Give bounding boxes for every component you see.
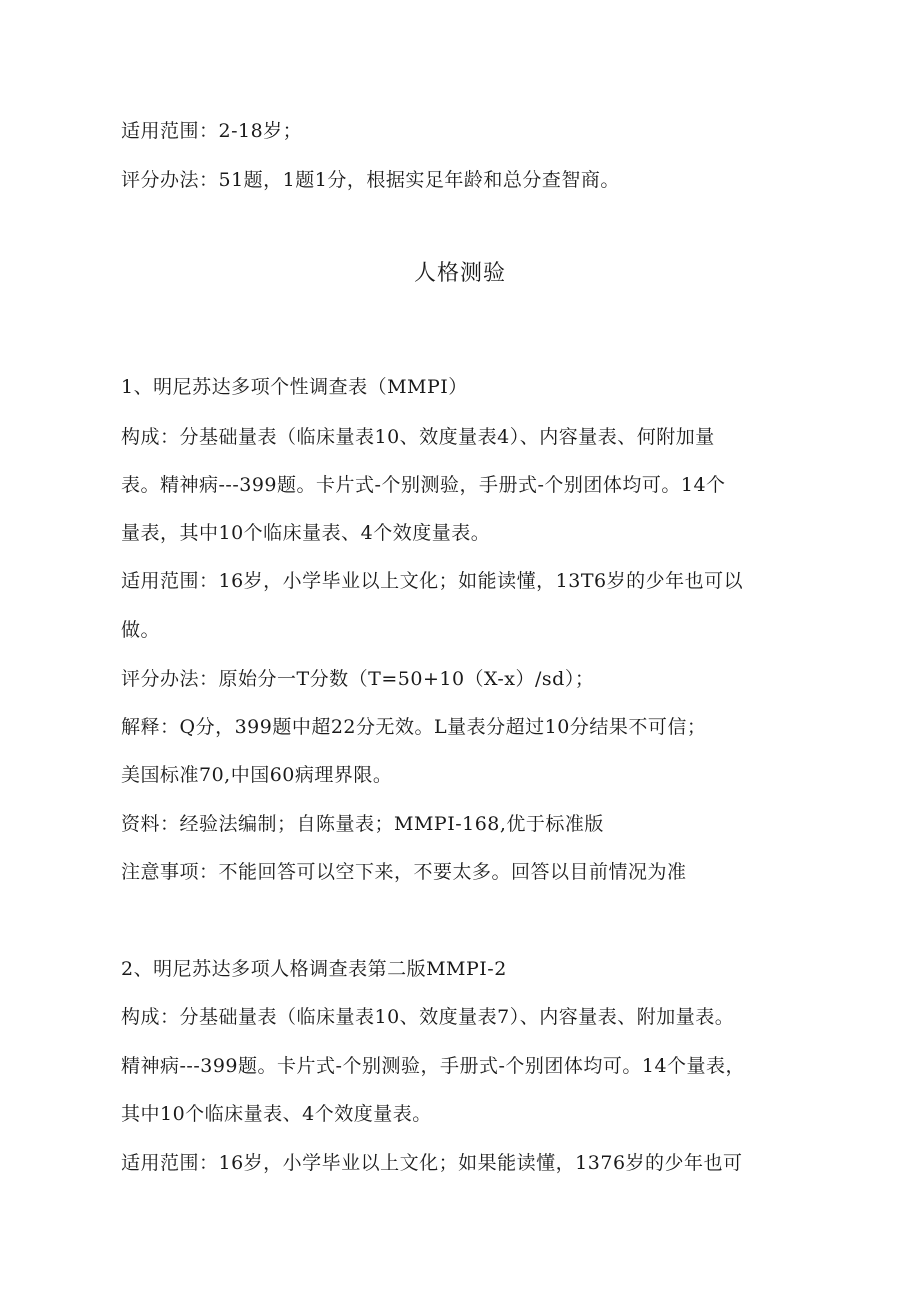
item1-composition-line-2: 表。精神病---399题。卡片式-个别测验，手册式-个别团体均可。14个 bbox=[121, 474, 726, 496]
item1-title: 1、明尼苏达多项个性调查表（MMPI） bbox=[121, 376, 468, 398]
item2-title: 2、明尼苏达多项人格调查表第二版MMPI-2 bbox=[121, 958, 507, 980]
age-range-line: 适用范围：2-18岁； bbox=[121, 120, 303, 142]
item1-materials-line: 资料：经验法编制；自陈量表；MMPI-168,优于标准版 bbox=[121, 813, 604, 835]
item2-composition-line-3: 其中10个临床量表、4个效度量表。 bbox=[121, 1103, 432, 1125]
scoring-method-line: 评分办法：51题，1题1分，根据实足年龄和总分查智商。 bbox=[121, 169, 620, 191]
section-title: 人格测验 bbox=[413, 261, 506, 286]
item2-composition-line-1: 构成：分基础量表（临床量表10、效度量表7）、内容量表、附加量表。 bbox=[121, 1006, 735, 1028]
item1-notes-line: 注意事项：不能回答可以空下来，不要太多。回答以目前情况为准 bbox=[121, 861, 687, 883]
item1-range-line-2: 做。 bbox=[121, 619, 161, 641]
item1-range-line-1: 适用范围：16岁，小学毕业以上文化；如能读懂，13T6岁的少年也可以 bbox=[121, 570, 744, 592]
item1-interpretation-line-2: 美国标准70,中国60病理界限。 bbox=[121, 764, 393, 786]
item1-composition-line-1: 构成：分基础量表（临床量表10、效度量表4）、内容量表、何附加量 bbox=[121, 426, 715, 448]
item1-interpretation-line-1: 解释：Q分，399题中超22分无效。L量表分超过10分结果不可信； bbox=[121, 716, 707, 738]
item2-range-line-1: 适用范围：16岁，小学毕业以上文化；如果能读懂，1376岁的少年也可 bbox=[121, 1152, 743, 1174]
item1-composition-line-3: 量表，其中10个临床量表、4个效度量表。 bbox=[121, 522, 491, 544]
item1-scoring-line: 评分办法：原始分一T分数（T=50+10（X-x）/sd）； bbox=[121, 668, 595, 690]
item2-composition-line-2: 精神病---399题。卡片式-个别测验，手册式-个别团体均可。14个量表， bbox=[121, 1055, 746, 1077]
